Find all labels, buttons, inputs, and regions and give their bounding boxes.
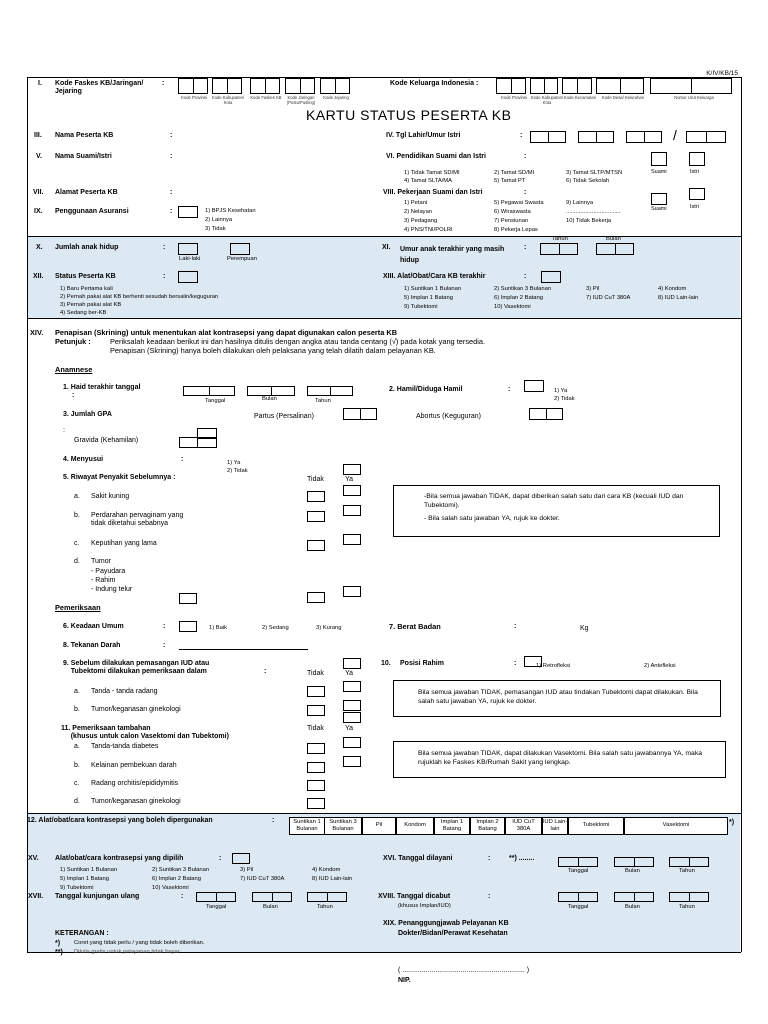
sec12-label: Status Peserta KB [55, 273, 116, 280]
q2-label: 2. Hamil/Diduga Hamil [389, 386, 463, 393]
edu-opt-3: 3) Tamat SLTP/MTSN [566, 170, 623, 176]
keterangan-sym-2: **) [55, 949, 63, 956]
sec8-label: VIII. Pekerjaan Suami dan Istri [383, 189, 483, 196]
allowed-method-cell-9[interactable]: Tubektomi [568, 817, 624, 835]
q5a-text: Sakit kuning [91, 493, 130, 500]
q11a-text: Tanda-tanda diabetes [91, 743, 159, 750]
condition-opt-1: 1) Baik [209, 625, 228, 631]
breastfeed-box[interactable] [343, 464, 361, 475]
sec7-colon: : [170, 189, 173, 196]
sec15-label: Alat/obat/cara kontrasepsi yang dipilih [55, 855, 184, 862]
faskes-code-caption-3: Kode Faskes KB [250, 95, 282, 100]
pregnant-box[interactable] [524, 380, 544, 392]
uterus-opt-1: 1) Retrofleksi [536, 663, 571, 669]
q5-ya-header: Ya [345, 476, 354, 483]
keterangan-text-2: Ditulis gratis untuk pelayanan tidak bayar [74, 949, 180, 955]
chosen-method-box[interactable] [232, 853, 250, 864]
service-month-caption: Bulan [625, 868, 640, 874]
kb-status-opt-4: 4) Sedang ber-KB [60, 310, 107, 316]
uterus-opt-2: 2) Antefleksi [644, 663, 676, 669]
job-opt-10: 4) PNS/TNI/POLRI [404, 227, 453, 233]
job-opt-7: 3) Pedagang [404, 218, 438, 224]
q11c-letter: c. [74, 780, 80, 787]
q11b-tidak-box[interactable] [307, 762, 325, 773]
note-q11 [393, 741, 726, 778]
q11d-letter: d. [74, 798, 80, 805]
document-code: K/IV/KB/15 [706, 70, 738, 77]
family-code-caption-1: Kode Provinsi [501, 95, 527, 100]
q6-colon: : [163, 623, 166, 630]
job-opt-3: 9) Lainnya [566, 200, 594, 206]
q5c-text: Keputihan yang lama [91, 540, 157, 547]
q11d-tidak-box[interactable] [307, 798, 325, 809]
allowed-method-cell-3[interactable]: Pil [362, 817, 396, 835]
job-opt-9: 10) Tidak Bekerja [566, 218, 612, 224]
chosen-method-opt-7: 7) IUD CuT 380A [240, 876, 285, 882]
sec8-colon: : [524, 189, 527, 196]
condition-opt-2: 2) Sedang [262, 625, 289, 631]
note-q5-line-2: - Bila salah satu jawaban YA, rujuk ke dokter. [424, 515, 560, 523]
sec13-label: XIII. Alat/Obat/Cara KB terakhir [383, 273, 486, 280]
q10-label: Posisi Rahim [400, 660, 444, 667]
service-year-caption: Tahun [679, 868, 695, 874]
edu-opt-2: 2) Tamat SD/MI [494, 170, 535, 176]
faskes-code-caption-5: Kode Jejaring [323, 95, 349, 100]
sec6-colon: : [524, 153, 527, 160]
removal-month-caption: Bulan [625, 904, 640, 910]
insurance-opt-2: 2) Lainnya [205, 217, 233, 223]
job-opt-2: 5) Pegawai Swasta [494, 200, 544, 206]
edu-opt-1: 1) Tidak Tamat SD/MI [404, 170, 460, 176]
allowed-method-cell-1[interactable]: Suntikan 1 Bulanan [289, 817, 325, 835]
q8-colon: : [163, 642, 166, 649]
last-kb-opt-5: 5) Implan 1 Batang [404, 295, 453, 301]
sec13-colon: : [524, 273, 527, 280]
children-male-caption: Laki-laki [179, 256, 201, 262]
sec1-colon: : [162, 80, 165, 87]
q9b-ya-box[interactable] [343, 700, 361, 711]
allowed-method-cell-7[interactable]: IUD CuT 380A [505, 817, 542, 835]
q9-colon: : [264, 668, 267, 675]
q12-label: 12. Alat/obat/cara kontrasepsi yang boleh dipergunakan [27, 817, 213, 824]
family-code-caption-2: Kode Kabupaten/ Kota [530, 95, 564, 105]
partus-label: Partus (Persalinan) [254, 413, 314, 420]
pemeriksaan-heading: Pemeriksaan [55, 603, 101, 612]
q5a-letter: a. [74, 493, 80, 500]
q5b-tidak-box[interactable] [307, 511, 325, 522]
q11-label: 11. Pemeriksaan tambahan (khusus untuk calon Vasektomi dan Tubektomi) [61, 725, 229, 741]
q5c-tidak-box[interactable] [307, 540, 325, 551]
sec11-num: XI. [382, 244, 391, 251]
anamnese-heading: Anamnese [55, 365, 93, 374]
job-opt-6: .................................. [566, 209, 621, 215]
q5d-text: Tumor [91, 558, 111, 565]
sec15-num: XV. [28, 855, 39, 862]
q9-ya-header: Ya [345, 670, 354, 677]
sec11-colon: : [524, 244, 527, 251]
insurance-box[interactable] [178, 206, 198, 218]
petunjuk-line-2: Penapisan (Skrining) hanya boleh dilakukan oleh pelaksana yang telah dilatih dalam pelayanan KB. [110, 346, 436, 355]
last-kb-box[interactable] [541, 271, 561, 283]
gravida-box-b[interactable] [179, 437, 217, 448]
sec5-colon: : [170, 153, 173, 160]
q5b-letter: b. [74, 512, 80, 519]
sec7-num: VII. [33, 189, 44, 196]
last-kb-opt-8: 8) IUD Lain-lain [658, 295, 699, 301]
chosen-method-opt-8: 8) IUD Lain-lain [312, 876, 353, 882]
sec14-num: XIV. [30, 328, 44, 337]
chosen-method-opt-5: 5) Implan 1 Batang [60, 876, 109, 882]
sec14-label: Penapisan (Skrining) untuk menentukan alat kontrasepsi yang dapat digunakan calon peserta KB [55, 328, 398, 337]
child-age-year-caption: Tahun [552, 236, 568, 242]
job-istri-box[interactable] [689, 188, 705, 200]
q9a-tidak-box[interactable] [307, 686, 325, 697]
keterangan-sym-1: *) [55, 940, 61, 947]
allowed-method-cell-6[interactable]: Implan 2 Batang [470, 817, 505, 835]
sec10-num: X. [36, 244, 43, 251]
q9b-tidak-box[interactable] [307, 705, 325, 716]
sec4-colon: : [520, 132, 523, 139]
signature-line[interactable]: ( ............................................................... ) [398, 967, 530, 974]
q11-head-box[interactable] [343, 712, 361, 723]
chosen-method-opt-10: 10) Vasektomi [152, 885, 189, 891]
sec5-label: Nama Suami/Istri [55, 153, 112, 160]
q3-colon: : [63, 427, 65, 434]
sec10-label: Jumlah anak hidup [55, 244, 119, 251]
kb-status-opt-3: 3) Pernah pakai alat KB [60, 302, 122, 308]
lmp-month-caption: Bulan [262, 396, 277, 402]
sec19-label: XIX. Penanggungjawab Pelayanan KB [383, 920, 509, 927]
q11b-text: Kelainan pembekuan darah [91, 762, 177, 769]
sec3-colon: : [170, 132, 173, 139]
sec9-num: IX. [34, 208, 43, 215]
q11-tidak-header: Tidak [307, 725, 324, 732]
q11b-letter: b. [74, 762, 80, 769]
q11a-letter: a. [74, 743, 80, 750]
job-opt-4: 2) Nelayan [404, 209, 433, 215]
condition-box[interactable] [179, 621, 197, 632]
condition-opt-3: 3) Kurang [316, 625, 342, 631]
q11b-ya-box[interactable] [343, 756, 361, 767]
pregnant-yes: 1) Ya [554, 388, 568, 394]
sec6-label: VI. Pendidikan Suami dan Istri [386, 153, 486, 160]
edu-istri-caption: Istri [690, 169, 699, 175]
sec5-num: V. [36, 153, 42, 160]
q4-label: 4. Menyusui [63, 456, 104, 463]
revisit-year-caption: Tahun [317, 904, 333, 910]
sec12-num: XII. [33, 273, 44, 280]
sec1-label: Kode Faskes KB/Jaringan/ Jejaring [55, 80, 144, 96]
sec16-note: **) ........ [509, 855, 535, 862]
q11-ya-header: Ya [345, 725, 354, 732]
q7-colon: : [514, 623, 517, 630]
family-code-caption-5: Nomor Urut Keluarga [674, 95, 714, 100]
faskes-code-caption-2: Kode Kabupaten/ Kota [211, 95, 245, 105]
allowed-method-cell-10[interactable]: Vasektomi [624, 817, 728, 835]
sec17-num: XVII. [28, 893, 44, 900]
q9a-text: Tanda - tanda radang [91, 688, 158, 695]
sec1-num: I. [38, 80, 42, 87]
q9a-letter: a. [74, 688, 80, 695]
chosen-method-opt-9: 9) Tubektomi [60, 885, 94, 891]
sec4-label: IV. Tgl Lahir/Umur Istri [386, 132, 461, 139]
allowed-method-cell-8[interactable]: IUD Lain- lain [542, 817, 568, 835]
q5b-text: Perdarahan pervaginam yang tidak diketahui sebabnya [91, 512, 184, 528]
petunjuk-line-1: Periksalah keadaan berikut ini dan hasilnya ditulis dengan angka atau tanda centang (√) pada kotak yang tersedia. [110, 337, 486, 346]
sec18-sub: (khusus Implan/IUD) [398, 903, 451, 909]
q8-label: 8. Tekanan Darah [63, 642, 121, 649]
note-q11-text: Bila semua jawaban TIDAK, dapat dilakukan Vasektomi. Bila salah satu jawabannya YA, maka rujuklah ke Faskes KB/Rumah Sakit yang lengkap. [418, 750, 702, 767]
q10-num: 10. [381, 660, 391, 667]
edu-opt-4: 4) Tamat SLTA/MA [404, 178, 452, 184]
q5d-ya-box[interactable] [343, 586, 361, 597]
sec9-label: Penggunaan Asuransi [55, 208, 129, 215]
pregnant-no: 2) Tidak [554, 396, 575, 402]
insurance-opt-3: 3) Tidak [205, 226, 226, 232]
q9-head-box[interactable] [343, 658, 361, 669]
service-day-caption: Tanggal [568, 868, 589, 874]
q5-tidak-header: Tidak [307, 476, 324, 483]
last-kb-opt-4: 4) Kondom [658, 286, 687, 292]
q5d-sub-1: - Payudara [91, 568, 126, 575]
q11a-ya-box[interactable] [343, 737, 361, 748]
sec10-colon: : [163, 244, 166, 251]
q5c-letter: c. [74, 540, 80, 547]
sec12-colon: : [163, 273, 166, 280]
q12-colon: : [272, 817, 275, 824]
q9a-ya-box[interactable] [343, 681, 361, 692]
last-kb-opt-2: 2) Suntikan 3 Bulanan [494, 286, 552, 292]
lmp-day-caption: Tanggal [205, 398, 226, 404]
q5d-extra-box[interactable] [179, 593, 197, 604]
sec2-label: Kode Keluarga Indonesia : [390, 80, 479, 87]
sec3-label: Nama Peserta KB [55, 132, 114, 139]
sec3-num: III. [34, 132, 42, 139]
child-age-month-caption: Bulan [606, 236, 621, 242]
q3-label: 3. Jumlah GPA [63, 411, 112, 418]
sec19-sub: Dokter/Bidan/Perawat Kesehatan [398, 930, 508, 937]
last-kb-opt-1: 1) Suntikan 1 Bulanan [404, 286, 462, 292]
allowed-method-cell-2[interactable]: Suntikan 3 Bulanan [324, 817, 362, 835]
q5d-tidak-box[interactable] [307, 592, 325, 603]
q5b-ya-box[interactable] [343, 505, 361, 516]
kb-status-opt-2: 2) Pernah pakai alat KB berhenti sesudah bersalin/keguguran [60, 294, 219, 300]
removal-day-caption: Tanggal [568, 904, 589, 910]
q9-tidak-header: Tidak [307, 670, 324, 677]
edu-opt-6: 6) Tidak Sekolah [566, 178, 610, 184]
chosen-method-opt-2: 2) Suntikan 3 Bulanan [152, 867, 210, 873]
q5a-tidak-box[interactable] [307, 491, 325, 502]
q5d-sub-3: - Indung telur [91, 586, 133, 593]
job-opt-11: 8) Pekerja Lepas [494, 227, 538, 233]
sec16-colon: : [488, 855, 491, 862]
q10-colon: : [514, 660, 517, 667]
q11a-tidak-box[interactable] [307, 743, 325, 754]
sec16-label: XVI. Tanggal dilayani [383, 855, 453, 862]
q4-colon: : [181, 456, 184, 463]
note-q9 [393, 680, 721, 717]
edu-opt-5: 5) Tamat PT [494, 178, 526, 184]
edu-istri-box[interactable] [689, 152, 705, 166]
note-q5-line-1: -Bila semua jawaban TIDAK, dapat diberikan salah satu dari cara KB (kecuali IUD dan Tubektomi). [424, 493, 684, 510]
q11c-text: Radang orchitis/epididymitis [91, 780, 179, 787]
q11c-tidak-box[interactable] [307, 780, 325, 791]
sec17-label: Tanggal kunjungan ulang [55, 893, 140, 900]
petunjuk-label: Petunjuk : [55, 337, 91, 346]
sec18-label: XVIII. Tanggal dicabut [378, 893, 451, 900]
edu-suami-box[interactable] [651, 152, 667, 166]
chosen-method-opt-6: 6) Implan 2 Batang [152, 876, 201, 882]
sec15-colon: : [219, 855, 222, 862]
allowed-method-cell-5[interactable]: Implan 1 Batang [434, 817, 470, 835]
removal-year-caption: Tahun [679, 904, 695, 910]
q9b-text: Tumor/keganasan ginekologi [91, 706, 181, 713]
q5-label: 5. Riwayat Penyakit Sebelumnya : [63, 474, 176, 481]
frame-right [741, 77, 742, 952]
job-opt-8: 7) Pensiunan [494, 218, 529, 224]
q2-colon: : [508, 386, 511, 393]
last-kb-opt-10: 10) Vasektomi [494, 304, 531, 310]
sec18-colon: : [488, 893, 491, 900]
allowed-method-cell-4[interactable]: Kondom [396, 817, 434, 835]
last-kb-opt-7: 7) IUD CuT 380A [586, 295, 631, 301]
job-opt-1: 1) Petani [404, 200, 428, 206]
children-female-box[interactable] [230, 243, 250, 255]
job-suami-caption: Suami [651, 206, 667, 212]
job-suami-box[interactable] [651, 193, 667, 205]
q5c-ya-box[interactable] [343, 534, 361, 545]
sec9-colon: : [170, 208, 173, 215]
q11d-text: Tumor/keganasan ginekologi [91, 798, 181, 805]
chosen-method-opt-1: 1) Suntikan 1 Bulanan [60, 867, 118, 873]
last-kb-opt-6: 6) Implan 2 Batang [494, 295, 543, 301]
sec17-colon: : [181, 893, 184, 900]
sec11-label: Umur anak terakhir yang masih hidup [400, 246, 505, 265]
sec7-label: Alamat Peserta KB [55, 189, 118, 196]
chosen-method-opt-3: 3) Pil [240, 867, 254, 873]
keterangan-text-1: Coret yang tidak perlu / yang tidak boleh diberikan. [74, 940, 205, 946]
note-q9-text: Bila semua jawaban TIDAK, pemasangan IUD atau tindakan Tubektomi dapat dilakukan. Bila salah satu jawaban YA, rujuk ke dokter. [418, 689, 698, 706]
last-kb-opt-3: 3) Pil [586, 286, 600, 292]
insurance-opt-1: 1) BPJS Kesehatan [205, 208, 256, 214]
q1-colon: : [72, 392, 75, 399]
signature-nip: NIP. [398, 977, 411, 984]
kb-status-opt-1: 1) Baru Pertama kali [60, 286, 113, 292]
abortus-label: Abortus (Keguguran) [416, 413, 481, 420]
breastfeed-yes: 1) Ya [227, 460, 241, 466]
chosen-method-opt-4: 4) Kondom [312, 867, 341, 873]
kb-status-box[interactable] [178, 271, 198, 283]
job-istri-caption: Istri [690, 204, 699, 210]
q5d-sub-2: - Rahim [91, 577, 116, 584]
q1-label: 1. Haid terakhir tanggal [63, 384, 141, 391]
keterangan-heading: KETERANGAN : [55, 930, 109, 937]
edu-suami-caption: Suami [651, 169, 667, 175]
family-code-caption-4: Kode Desa/ Kelurahan [601, 95, 645, 100]
age-slash: / [673, 127, 677, 143]
gravida-label: Gravida (Kehamilan) [74, 437, 139, 444]
note-q5 [393, 485, 720, 537]
revisit-month-caption: Bulan [263, 904, 278, 910]
lmp-year-caption: Tahun [315, 398, 331, 404]
children-male-box[interactable] [178, 243, 198, 255]
q9b-letter: b. [74, 706, 80, 713]
children-female-caption: Perempuan [227, 256, 257, 262]
family-code-caption-3: Kode Kecamatan [563, 95, 597, 100]
job-opt-5: 6) Wiraswasta [494, 209, 531, 215]
faskes-code-caption-4: Kode Jaringan (Pustu/Pusling) [286, 95, 316, 105]
page-title: KARTU STATUS PESERTA KB [306, 107, 512, 123]
breastfeed-no: 2) Tidak [227, 468, 248, 474]
revisit-day-caption: Tanggal [206, 904, 227, 910]
faskes-code-caption-1: Kode Provinsi [181, 95, 207, 100]
last-kb-opt-9: 9) Tubektomi [404, 304, 438, 310]
q9-label: 9. Sebelum dilakukan pemasangan IUD atau Tubektomi dilakukan pemeriksaan dalam [63, 660, 210, 676]
q12-star: *) [729, 819, 735, 826]
weight-unit: Kg [580, 625, 589, 632]
q6-label: 6. Keadaan Umum [63, 623, 124, 630]
blood-pressure-line [179, 649, 308, 650]
q7-label: 7. Berat Badan [389, 622, 441, 631]
q5d-letter: d. [74, 558, 80, 565]
q5a-ya-box[interactable] [343, 485, 361, 496]
